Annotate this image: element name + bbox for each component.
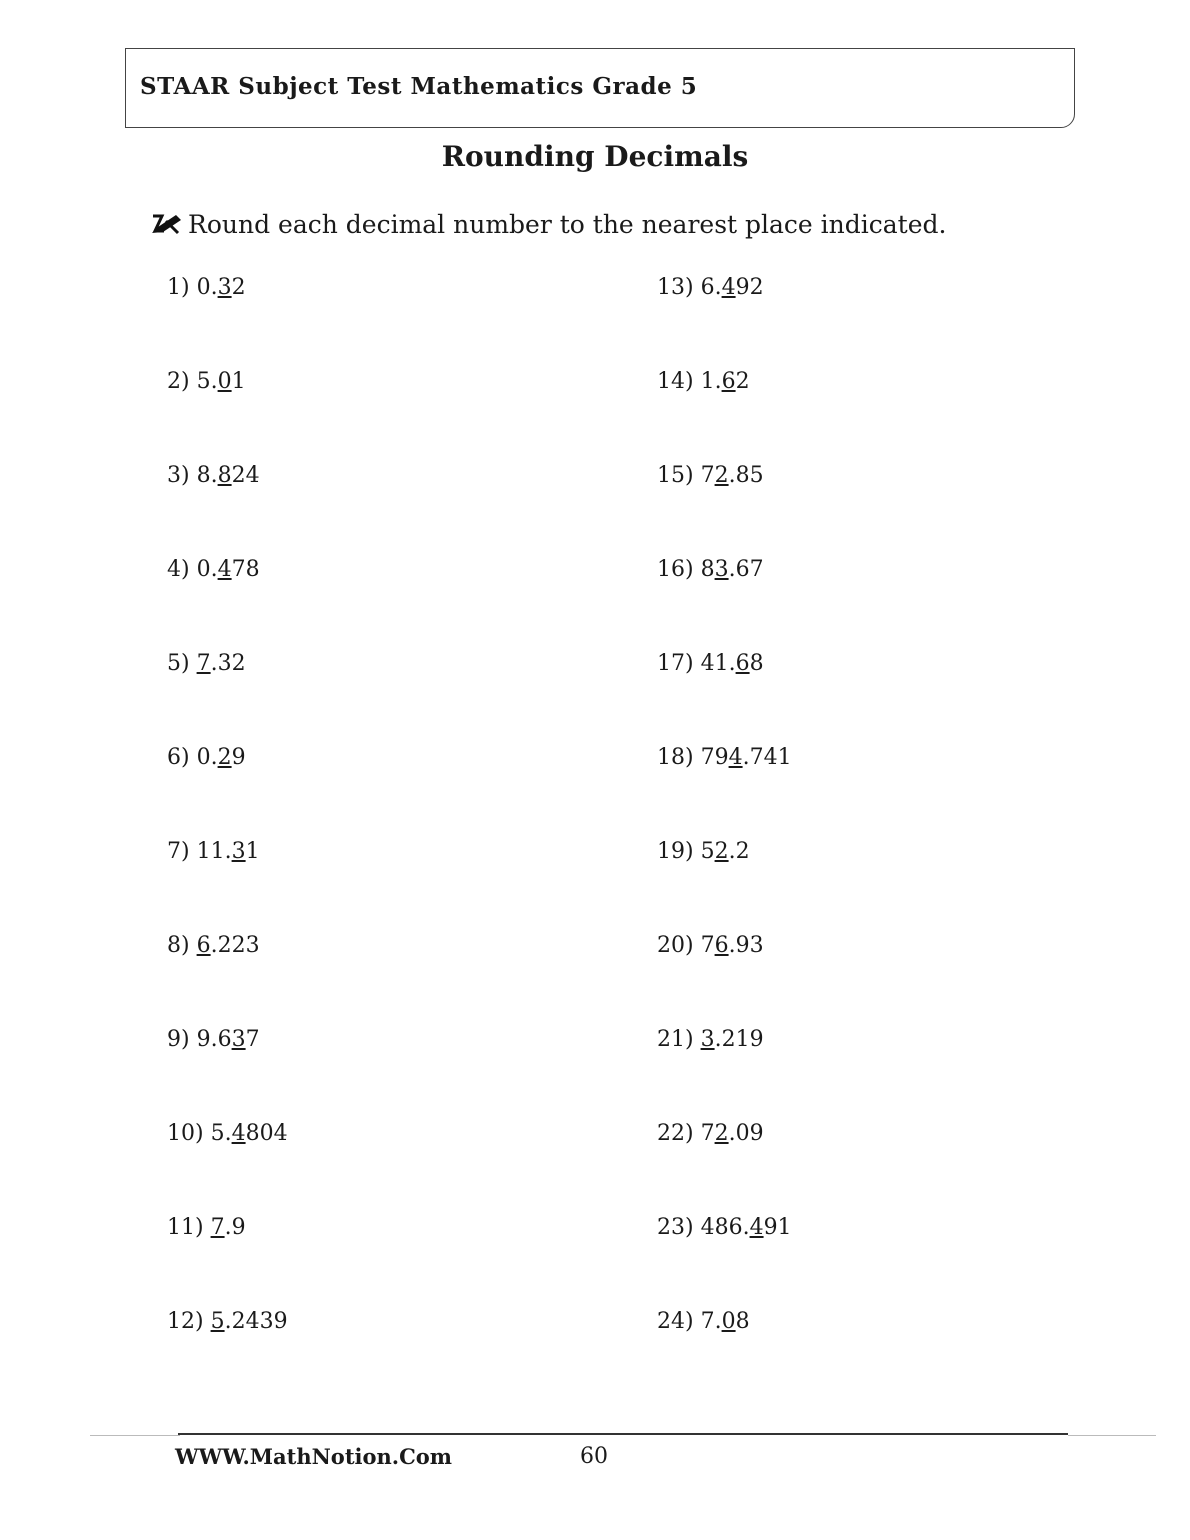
number-prefix: 7 xyxy=(700,1121,715,1146)
number-prefix: 5. xyxy=(210,1121,232,1146)
underlined-digit: 2 xyxy=(714,1121,729,1146)
underlined-digit: 4 xyxy=(728,745,743,770)
footer-rule-right xyxy=(1068,1435,1156,1436)
underlined-digit: 0 xyxy=(721,1309,736,1334)
problem-item xyxy=(167,1215,288,1309)
problem-label: 13) xyxy=(657,275,694,300)
underlined-digit: 4 xyxy=(217,557,232,582)
number-prefix: 8. xyxy=(196,463,218,488)
problems-left-column xyxy=(167,275,288,1403)
underlined-digit: 4 xyxy=(721,275,736,300)
number-prefix: 7. xyxy=(700,1309,722,1334)
number-suffix: 9 xyxy=(231,745,246,770)
problem-label: 19) xyxy=(657,839,694,864)
underlined-digit: 2 xyxy=(714,839,729,864)
problem-item xyxy=(657,1121,792,1215)
problem-item xyxy=(167,839,288,933)
problems-right-column xyxy=(657,275,792,1403)
underlined-digit: 0 xyxy=(217,369,232,394)
problem-label: 23) xyxy=(657,1215,694,1240)
problem-item xyxy=(657,275,792,369)
problem-item xyxy=(657,651,792,745)
problem-label: 12) xyxy=(167,1309,204,1334)
problem-item xyxy=(657,933,792,1027)
footer-site: WWW.MathNotion.Com xyxy=(175,1444,453,1469)
page-number: 60 xyxy=(580,1444,608,1469)
number-prefix: 6. xyxy=(700,275,722,300)
number-suffix: .219 xyxy=(714,1027,764,1052)
problem-label: 8) xyxy=(167,933,190,958)
problem-label: 18) xyxy=(657,745,694,770)
number-suffix: .32 xyxy=(210,651,246,676)
problem-label: 6) xyxy=(167,745,190,770)
number-suffix: 1 xyxy=(245,839,260,864)
problem-label: 4) xyxy=(167,557,190,582)
problem-label: 16) xyxy=(657,557,694,582)
underlined-digit: 3 xyxy=(714,557,729,582)
problem-label: 21) xyxy=(657,1027,694,1052)
problem-item xyxy=(167,463,288,557)
pencil-icon xyxy=(150,211,184,237)
number-prefix: 7 xyxy=(700,933,715,958)
number-prefix: 41. xyxy=(700,651,736,676)
problem-label: 3) xyxy=(167,463,190,488)
number-prefix: 9.6 xyxy=(196,1027,232,1052)
underlined-digit: 7 xyxy=(210,1215,225,1240)
underlined-digit: 6 xyxy=(735,651,750,676)
problem-item xyxy=(657,745,792,839)
number-suffix: 804 xyxy=(245,1121,288,1146)
problem-item xyxy=(167,1121,288,1215)
number-suffix: .85 xyxy=(728,463,764,488)
number-suffix: .2 xyxy=(728,839,750,864)
number-prefix: 5. xyxy=(196,369,218,394)
problem-item xyxy=(167,557,288,651)
problem-item xyxy=(657,1215,792,1309)
problem-item xyxy=(657,1309,792,1403)
number-suffix: 92 xyxy=(735,275,764,300)
problem-item xyxy=(657,369,792,463)
number-prefix: 0. xyxy=(196,745,218,770)
problem-label: 9) xyxy=(167,1027,190,1052)
number-suffix: .741 xyxy=(742,745,792,770)
problem-label: 15) xyxy=(657,463,694,488)
number-suffix: 7 xyxy=(245,1027,260,1052)
problem-item xyxy=(167,651,288,745)
underlined-digit: 8 xyxy=(217,463,232,488)
header-box xyxy=(125,48,1075,128)
problem-label: 7) xyxy=(167,839,190,864)
problem-item xyxy=(167,933,288,1027)
problem-item xyxy=(167,1309,288,1403)
problem-item xyxy=(167,369,288,463)
number-prefix: 79 xyxy=(700,745,729,770)
problem-item xyxy=(167,275,288,369)
number-suffix: .223 xyxy=(210,933,260,958)
number-suffix: 8 xyxy=(749,651,764,676)
number-suffix: .9 xyxy=(224,1215,246,1240)
number-prefix: 11. xyxy=(196,839,232,864)
problem-label: 10) xyxy=(167,1121,204,1146)
number-suffix: 8 xyxy=(735,1309,750,1334)
problem-label: 20) xyxy=(657,933,694,958)
instruction xyxy=(150,210,946,239)
problem-label: 5) xyxy=(167,651,190,676)
underlined-digit: 2 xyxy=(217,745,232,770)
number-prefix: 486. xyxy=(700,1215,750,1240)
number-prefix: 7 xyxy=(700,463,715,488)
problem-label: 11) xyxy=(167,1215,204,1240)
problem-item xyxy=(167,1027,288,1121)
problem-label: 24) xyxy=(657,1309,694,1334)
problem-item xyxy=(657,463,792,557)
problem-item xyxy=(657,839,792,933)
problem-item xyxy=(657,1027,792,1121)
number-suffix: 2 xyxy=(231,275,246,300)
problem-item xyxy=(167,745,288,839)
number-prefix: 5 xyxy=(700,839,715,864)
problem-item xyxy=(657,557,792,651)
number-suffix: 1 xyxy=(231,369,246,394)
underlined-digit: 4 xyxy=(231,1121,246,1146)
number-suffix: 91 xyxy=(763,1215,792,1240)
number-prefix: 1. xyxy=(700,369,722,394)
number-suffix: 78 xyxy=(231,557,260,582)
underlined-digit: 6 xyxy=(196,933,211,958)
footer-rule xyxy=(178,1433,1068,1435)
problem-label: 22) xyxy=(657,1121,694,1146)
number-suffix: .09 xyxy=(728,1121,764,1146)
instruction-text: Round each decimal number to the nearest place indicated. xyxy=(188,210,947,239)
number-suffix: 2 xyxy=(735,369,750,394)
underlined-digit: 3 xyxy=(231,839,246,864)
page-title: Rounding Decimals xyxy=(441,140,749,173)
underlined-digit: 6 xyxy=(721,369,736,394)
underlined-digit: 5 xyxy=(210,1309,225,1334)
underlined-digit: 4 xyxy=(749,1215,764,1240)
number-suffix: .67 xyxy=(728,557,764,582)
underlined-digit: 3 xyxy=(217,275,232,300)
underlined-digit: 7 xyxy=(196,651,211,676)
underlined-digit: 3 xyxy=(700,1027,715,1052)
problem-label: 14) xyxy=(657,369,694,394)
number-suffix: .2439 xyxy=(224,1309,288,1334)
problem-label: 1) xyxy=(167,275,190,300)
header-title: STAAR Subject Test Mathematics Grade 5 xyxy=(140,73,698,100)
underlined-digit: 6 xyxy=(714,933,729,958)
underlined-digit: 2 xyxy=(714,463,729,488)
underlined-digit: 3 xyxy=(231,1027,246,1052)
number-prefix: 0. xyxy=(196,557,218,582)
number-prefix: 8 xyxy=(700,557,715,582)
number-suffix: .93 xyxy=(728,933,764,958)
problem-label: 2) xyxy=(167,369,190,394)
number-suffix: 24 xyxy=(231,463,260,488)
footer-rule-left xyxy=(90,1435,180,1436)
problem-label: 17) xyxy=(657,651,694,676)
number-prefix: 0. xyxy=(196,275,218,300)
